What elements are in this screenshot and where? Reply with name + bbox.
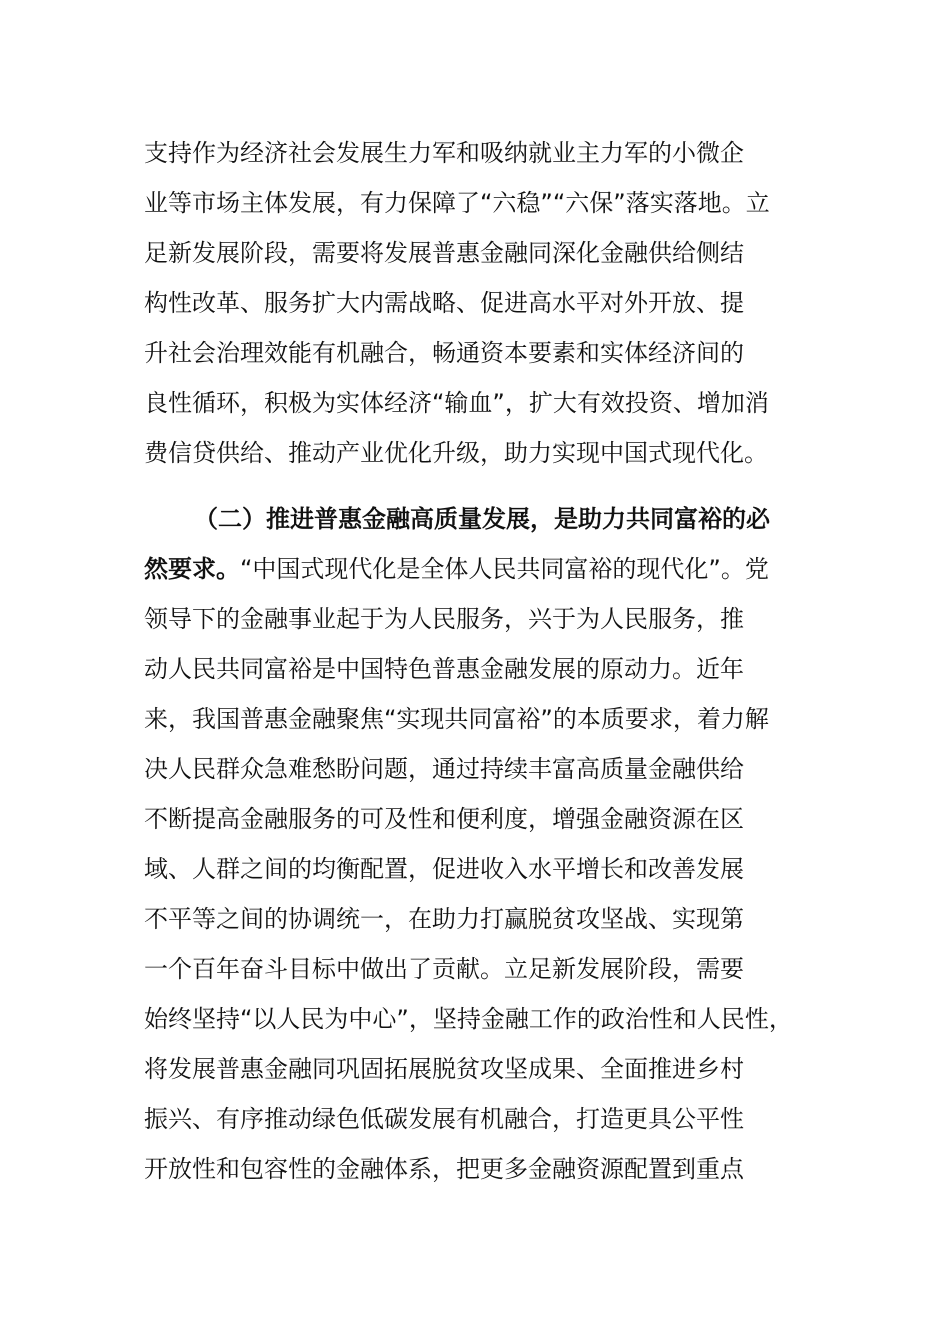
text-line: 将发展普惠金融同巩固拓展脱贫攻坚成果、全面推进乡村	[144, 1055, 744, 1083]
document-body	[144, 128, 824, 1194]
text-line: 一个百年奋斗目标中做出了贡献。立足新发展阶段，需要	[144, 955, 744, 983]
text-line: 业等市场主体发展，有力保障了“六稳”“六保”落实落地。立	[144, 189, 770, 217]
text-line: 动人民共同富裕是中国特色普惠金融发展的原动力。近年	[144, 655, 744, 683]
text-line	[144, 544, 824, 594]
section-heading-end: 然要求。	[144, 555, 240, 583]
text-line: 良性循环，积极为实体经济“输血”，扩大有效投资、增加消	[144, 389, 769, 417]
text-line: 费信贷供给、推动产业优化升级，助力实现中国式现代化。	[144, 439, 768, 467]
paragraph-gap	[144, 478, 824, 494]
quote-text: “中国式现代化是全体人民共同富裕的现代化”。党	[240, 555, 769, 583]
paragraph-2	[144, 494, 824, 1194]
text-line: 开放性和包容性的金融体系，把更多金融资源配置到重点	[144, 1155, 744, 1183]
text-line: 始终坚持“以人民为中心”，坚持金融工作的政治性和人民性，	[144, 1005, 793, 1033]
text-line: 振兴、有序推动绿色低碳发展有机融合，打造更具公平性	[144, 1105, 744, 1133]
text-line: 来，我国普惠金融聚焦“实现共同富裕”的本质要求，着力解	[144, 705, 769, 733]
text-line: 升社会治理效能有机融合，畅通资本要素和实体经济间的	[144, 339, 744, 367]
text-line: 领导下的金融事业起于为人民服务，兴于为人民服务，推	[144, 605, 744, 633]
text-line: 构性改革、服务扩大内需战略、促进高水平对外开放、提	[144, 289, 744, 317]
text-line: 足新发展阶段，需要将发展普惠金融同深化金融供给侧结	[144, 239, 744, 267]
text-line: 域、人群之间的均衡配置，促进收入水平增长和改善发展	[144, 855, 744, 883]
section-heading: （二）推进普惠金融高质量发展，是助力共同富裕的必	[194, 505, 770, 533]
text-line: 不断提高金融服务的可及性和便利度，增强金融资源在区	[144, 805, 744, 833]
text-line: 支持作为经济社会发展生力军和吸纳就业主力军的小微企	[144, 139, 744, 167]
paragraph-1	[144, 128, 824, 478]
text-line: 决人民群众急难愁盼问题，通过持续丰富高质量金融供给	[144, 755, 744, 783]
text-line: 不平等之间的协调统一，在助力打赢脱贫攻坚战、实现第	[144, 905, 744, 933]
